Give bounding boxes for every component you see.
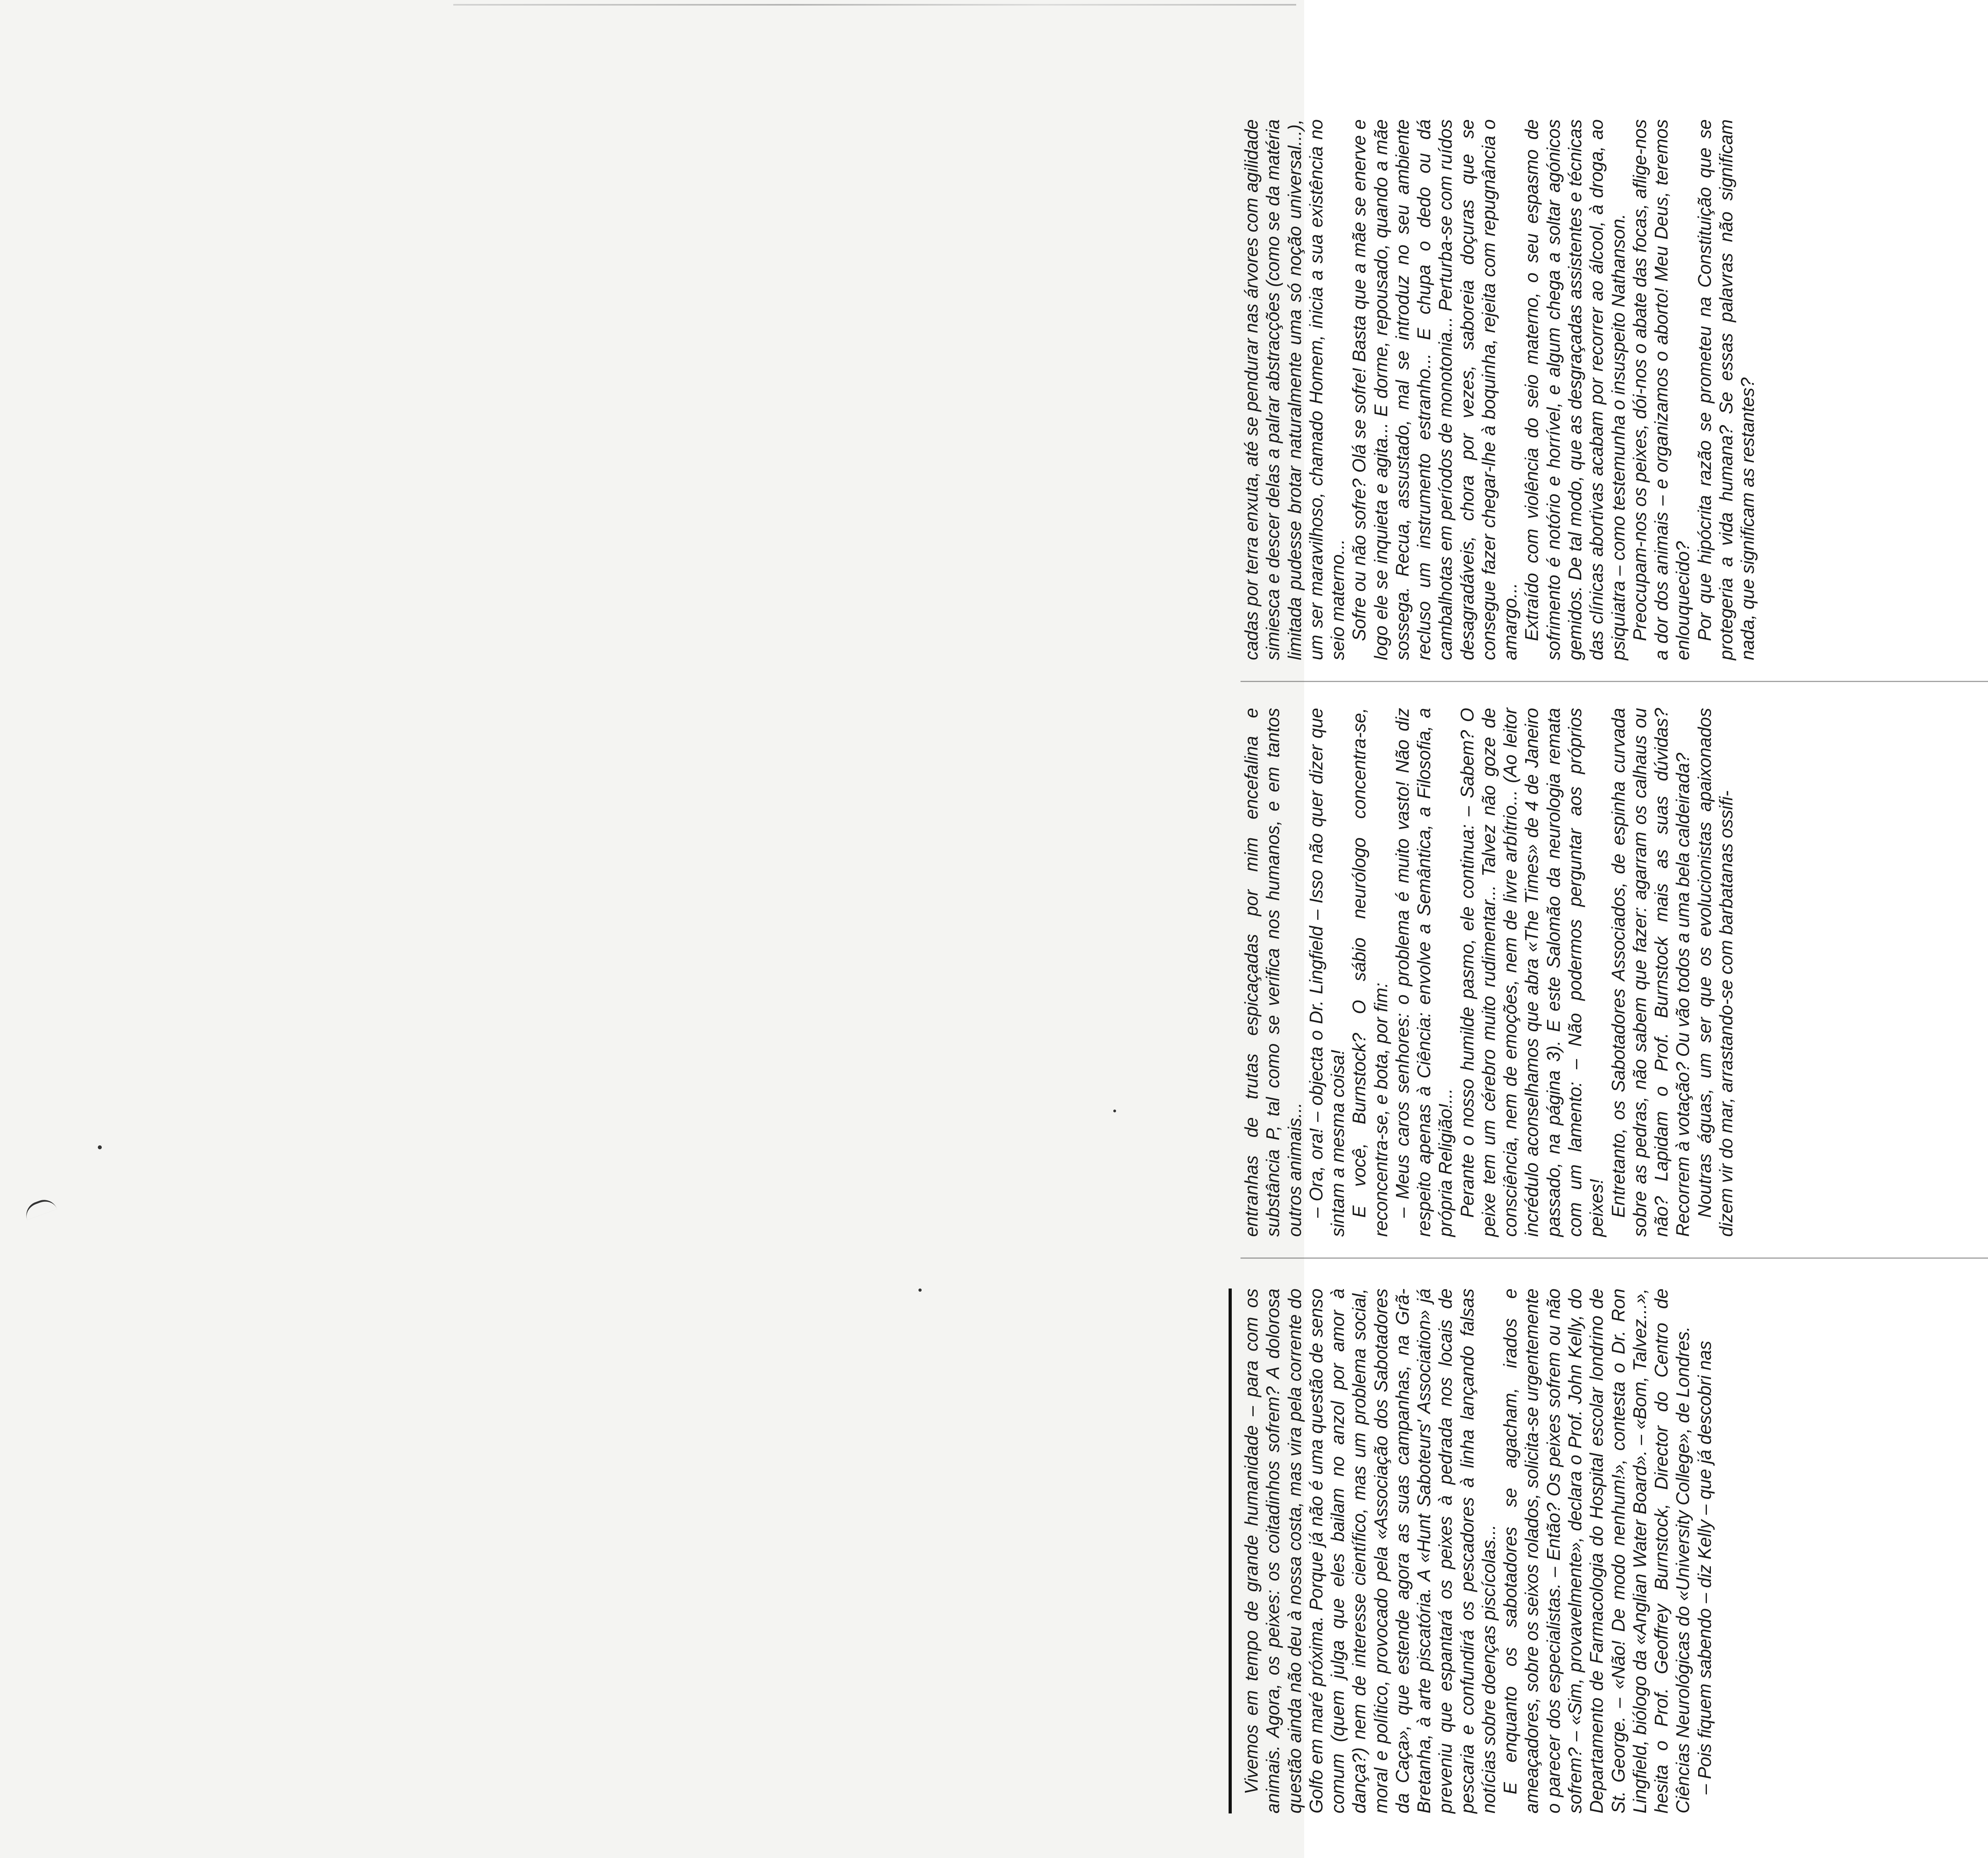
scan-crease <box>453 4 1296 6</box>
column-1 <box>1241 1289 1988 1813</box>
paragraph: Entretanto, os Sabotadores Associados, de espinha curvada sobre as pedras, não sabem que fazer: agarram os calhaus ou não? Lapidam o Prof. Burnstock mais as suas dúvidas? Recorrem à votação? Ou vão todos a uma bela caldeirada? <box>1607 708 1693 1237</box>
article-top-rule <box>1229 1289 1232 1813</box>
paragraph: Noutras águas, um ser que os evolucionistas apaixonados dizem vir do mar, arrastando-se com barbatanas ossifi- <box>1694 708 1736 1237</box>
paragraph: cadas por terra enxuta, até se pendurar nas árvores com agilidade simiesca e descer delas a palrar abstracções (como se da matéria limitada pudesse brotar naturalmente uma só noção universal...), um ser maravilhoso, chamado Homem, inicia a sua existência no seio materno... <box>1241 119 1348 660</box>
paragraph: Extraído com violência do seio materno, o seu espasmo de sofrimento é notório e horrível, e algum chega a soltar agónicos gemidos. De tal modo, que as desgraçadas assistentes e técnicas das clínicas abortivas acabam por recorrer ao álcool, à droga, ao psiquiatra – como testemunha o insuspeito Nathanson. <box>1521 119 1629 660</box>
article <box>1241 64 1988 1813</box>
speck <box>918 1289 922 1292</box>
paragraph: Preocupam-nos os peixes, dói-nos o abate das focas, aflige-nos a dor dos animais – e organizamos o aborto! Meu Deus, teremos enlouquecido? <box>1629 119 1693 660</box>
paragraph: Sofre ou não sofre? Olá se sofre! Basta que a mãe se enerve e logo ele se inquieta e agita... E dorme, repousado, quando a mãe sossega. Recua, assustado, mal se introduz no seu ambiente recluso um instrumento estranho... E chupa o dedo ou dá cambalhotas em períodos de monotonia... Perturba-se com ruídos desagradáveis, chora por vezes, saboreia doçuras que se consegue fazer chegar-lhe à boquinha, rejeita com repugnância o amargo... <box>1349 119 1521 660</box>
column-divider <box>1241 681 1988 682</box>
paragraph: entranhas de trutas espicaçadas por mim encefalina e substância P, tal como se verifica nos humanos, e em tantos outros animais... <box>1241 708 1305 1237</box>
paragraph: Por que hipócrita razão se prometeu na Constituição que se protegeria a vida humana? Se essas palavras não significam nada, que significam as restantes? <box>1694 119 1758 660</box>
paragraph: – Ora, ora! – objecta o Dr. Lingfield – Isso não quer dizer que sintam a mesma coisa! <box>1305 708 1348 1237</box>
paragraph: – Pois fiquem sabendo – diz Kelly – que já descobri nas <box>1694 1341 1715 1794</box>
column-divider <box>1241 1257 1988 1259</box>
paragraph: E enquanto os sabotadores se agacham, irados e ameaçadores, sobre os seixos rolados, solicita-se urgentemente o parecer dos especialistas. – Então? Os peixes sofrem ou não sofrem? – «Sim, provavelmente», declara o Prof. John Kelly, do Departamento de Farmacologia do Hospital escolar londrino de St. George. – «Não! De modo nenhum!», contesta o Dr. Ron Lingfield, biólogo da «Anglian Water Board». – «Bom, Talvez...», hesita o Prof. Geoffrey Burnstock, Director do Centro de Ciências Neurológicas do «University College», de Londres. <box>1500 1289 1693 1813</box>
speck <box>98 1145 102 1149</box>
paragraph: E você, Burnstock? O sábio neurólogo concentra-se, reconcentra-se, e bota, por fim: <box>1349 708 1391 1237</box>
paragraph: Perante o nosso humilde pasmo, ele continua: – Sabem? O peixe tem um cérebro muito rudimentar... Talvez não goze de consciência, nem de emoções, nem de livre arbítrio... (Ao leitor incrédulo aconselhamos que abra «The Times» de 4 de Janeiro passado, na página 3). E este Salomão da neurologia remata com um lamento: – Não podermos perguntar aos próprios peixes! <box>1456 708 1607 1237</box>
column-2 <box>1241 708 1988 1237</box>
paragraph: – Meus caros senhores: o problema é muito vasto! Não diz respeito apenas à Ciência: envolve a Semântica, a Filosofia, a própria Religião!... <box>1392 708 1456 1237</box>
speck <box>1113 1110 1116 1112</box>
paragraph: Vivemos em tempo de grande humanidade – para com os animais. Agora, os peixes: os coitadinhos sofrem? A dolorosa questão ainda não deu à nossa costa, mas vira pela corrente do Golfo em maré próxima. Porque já não é uma questão de senso comum (quem julga que eles bailam no anzol por amor à dança?) nem de interesse científico, mas um problema social, moral e político, provocado pela «Associação dos Sabotadores da Caça», que estende agora as suas campanhas, na Grã-Bretanha, à arte piscatória. A «Hunt Saboteurs' Association» já preveniu que espantará os peixes à pedrada nos locais de pescaria e confundirá os pescadores à linha lançando falsas notícias sobre doenças piscícolas... <box>1241 1289 1499 1813</box>
column-3 <box>1241 119 1988 660</box>
